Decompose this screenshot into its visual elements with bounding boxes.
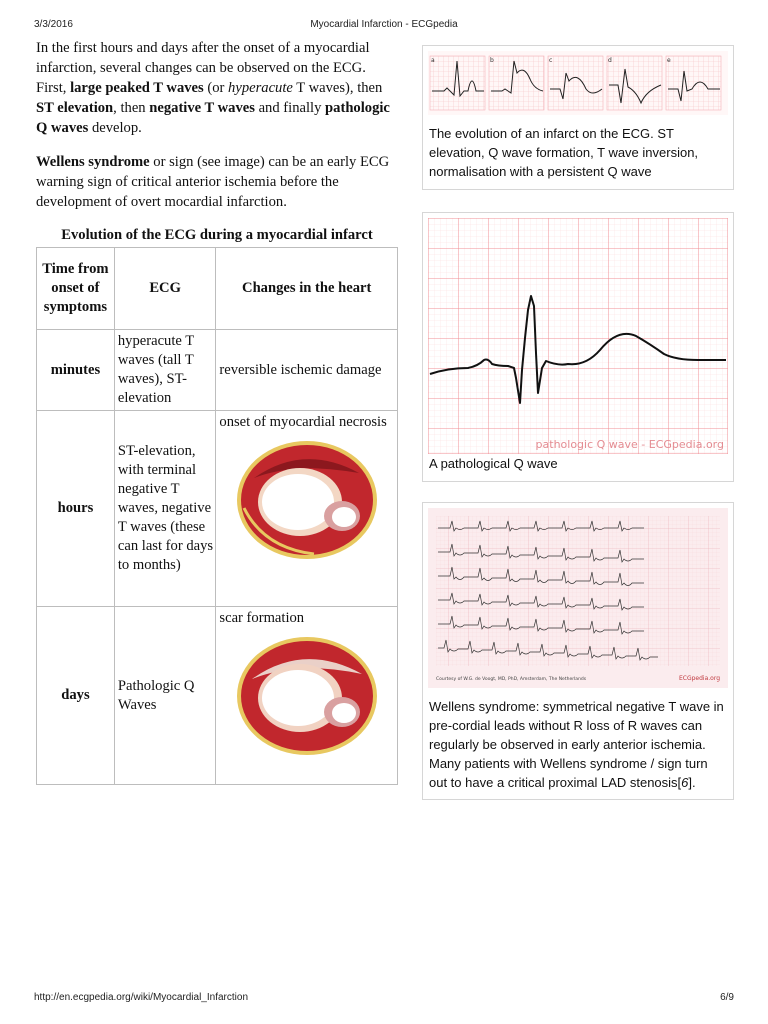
table-row xyxy=(37,607,398,785)
wellens-link-text[interactable]: Wellens syndrome xyxy=(36,154,150,170)
panel-a xyxy=(430,56,485,110)
cell-changes xyxy=(216,411,398,607)
intro-bold-q: pathologic Q waves xyxy=(36,100,390,136)
wellens-reference-link[interactable]: 6 xyxy=(681,775,689,790)
wellens-ecg-image[interactable] xyxy=(428,508,728,688)
qwave-figure xyxy=(422,212,734,482)
cell-ecg: hyperacute T waves (tall T waves), ST-elevation xyxy=(114,330,216,411)
intro-bold-peaked: large peaked T waves xyxy=(70,80,204,96)
wellens-caption-end: ]. xyxy=(688,775,696,790)
cell-time: days xyxy=(37,607,115,785)
wellens-figure xyxy=(422,502,734,800)
panel-label-a: a xyxy=(431,57,435,64)
evolution-table xyxy=(36,247,398,785)
intro-bold-negative-t: negative T waves xyxy=(149,100,255,116)
table-row xyxy=(37,411,398,607)
changes-text: onset of myocardial necrosis xyxy=(219,414,387,430)
intro-bold-st: ST elevation xyxy=(36,100,114,116)
wellens-credit: Courtesy of W.G. de Voogt, MD, PhD, Amsterdam, The Netherlands xyxy=(436,677,587,682)
print-url: http://en.ecgpedia.org/wiki/Myocardial_Infarction xyxy=(34,992,249,1003)
qwave-ecg-image[interactable] xyxy=(428,218,728,454)
qwave-watermark: pathologic Q wave - ECGpedia.org xyxy=(535,438,724,451)
intro-paragraph xyxy=(36,38,398,138)
print-page-number: 6/9 xyxy=(720,992,734,1003)
wellens-caption xyxy=(429,697,729,792)
panel-c xyxy=(548,56,603,110)
evolution-caption: The evolution of an infarct on the ECG. ST elevation, Q wave formation, T wave inversion, normalisation with a persistent Q wave xyxy=(429,126,699,179)
intro-italic-hyperacute: hyperacute xyxy=(228,80,293,96)
table-header-row xyxy=(37,248,398,330)
panel-d xyxy=(607,56,662,110)
intro-text: and finally xyxy=(254,100,326,116)
heart-scar-image xyxy=(234,634,380,758)
panel-label-d: d xyxy=(608,57,612,64)
intro-text: , then xyxy=(113,100,150,116)
panel-b xyxy=(489,56,544,110)
panel-label-e: e xyxy=(667,57,671,64)
heart-necrosis-image xyxy=(234,438,380,562)
intro-text: In the first hours and days after the onset of a myocardial infarction, several changes can be observed on the ECG. First, xyxy=(36,40,370,96)
evolution-figure xyxy=(422,45,734,190)
changes-text: scar formation xyxy=(219,610,305,626)
table-caption: Evolution of the ECG during a myocardial infarct xyxy=(61,227,373,243)
print-title: Myocardial Infarction - ECGpedia xyxy=(310,19,458,30)
panel-e xyxy=(666,56,721,110)
cell-time: hours xyxy=(37,411,115,607)
panel-label-b: b xyxy=(490,57,494,64)
cell-ecg: Pathologic Q Waves xyxy=(114,607,216,785)
cell-ecg: ST-elevation, with terminal negative T waves, negative T waves (these can last for days to months) xyxy=(114,411,216,607)
wellens-caption-text: Wellens syndrome: symmetrical negative T wave in pre-cordial leads without R loss of R waves can regularly be observed in early anterior ischemia. Many patients with Wellens syndrome / sign turn out to have a critical proximal LAD stenosis[ xyxy=(429,699,724,790)
wellens-paragraph xyxy=(36,152,398,212)
evolution-ecg-image[interactable] xyxy=(428,51,728,115)
wellens-brand: ECGpedia.org xyxy=(678,675,720,682)
intro-text: (or xyxy=(203,80,229,96)
cell-changes: reversible ischemic damage xyxy=(216,330,398,411)
cell-time: minutes xyxy=(37,330,115,411)
panel-label-c: c xyxy=(549,57,553,64)
header-time: Time from onset of symptoms xyxy=(37,248,115,330)
qwave-caption: A pathological Q wave xyxy=(429,456,558,471)
table-row xyxy=(37,330,398,411)
intro-text: T waves), then xyxy=(292,80,383,96)
intro-text: develop. xyxy=(88,120,142,136)
header-ecg: ECG xyxy=(114,248,216,330)
cell-changes xyxy=(216,607,398,785)
header-changes: Changes in the heart xyxy=(216,248,398,330)
print-date: 3/3/2016 xyxy=(34,19,73,30)
wellens-text: or sign (see image) can be an early ECG warning sign of critical anterior ischemia before the development of overt mocardial infarction. xyxy=(36,154,390,210)
